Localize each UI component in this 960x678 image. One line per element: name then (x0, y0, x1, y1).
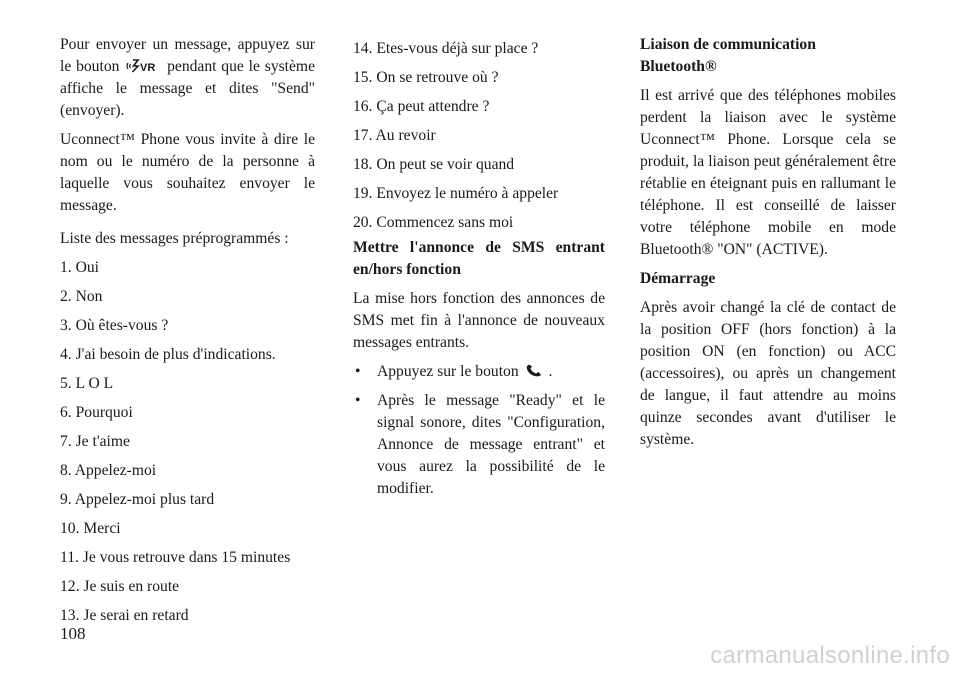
startup-paragraph: Après avoir changé la clé de contact de la position OFF (hors fonction) à la position ON (en fonction) ou ACC (accessoires), ou après un changement de langue, il faut attendre au moins quinze secondes avant d'utiliser le système. (640, 299, 896, 448)
list-item: 19. Envoyez le numéro à appeler (353, 185, 559, 202)
list-item: 5. L O L (60, 375, 114, 392)
sms-announcement-heading: Mettre l'annonce de SMS entrant en/hors fonction (353, 239, 605, 278)
list-item: 7. Je t'aime (60, 433, 130, 450)
send-message-text-start: Pour envoyer un message, appuyez sur le bouton (60, 36, 315, 75)
bullet-text-end: . (548, 363, 553, 380)
bullet-item (353, 390, 605, 500)
list-item: 15. On se retrouve où ? (353, 69, 499, 86)
bullet-symbol: • (355, 363, 361, 380)
bullet-item (353, 361, 605, 383)
bluetooth-link-heading: Liaison de communication Bluetooth® (640, 36, 816, 75)
svg-text:VR: VR (140, 62, 156, 73)
page-number: 108 (60, 624, 86, 643)
preprogrammed-messages-list-continued (353, 34, 605, 237)
list-item: 14. Etes-vous déjà sur place ? (353, 40, 539, 57)
voice-recognition-icon (126, 59, 160, 73)
send-message-paragraph (60, 34, 315, 122)
bullet-symbol: • (355, 392, 361, 409)
phone-icon (525, 364, 543, 378)
list-item: 6. Pourquoi (60, 404, 133, 421)
startup-heading: Démarrage (640, 270, 716, 287)
list-item: 13. Je serai en retard (60, 607, 189, 624)
list-item: 9. Appelez-moi plus tard (60, 491, 215, 508)
list-item: 4. J'ai besoin de plus d'indications. (60, 346, 276, 363)
list-item: 8. Appelez-moi (60, 462, 157, 479)
send-message-text-end: pendant que le système affiche le message et dites "Send" (envoyer). (60, 58, 315, 119)
sms-announcement-paragraph: La mise hors fonction des annonces de SMS met fin à l'annonce de nouveaux messages entrants. (353, 290, 605, 351)
list-item: 1. Oui (60, 259, 99, 276)
list-item: 11. Je vous retrouve dans 15 minutes (60, 549, 291, 566)
list-item: 16. Ça peut attendre ? (353, 98, 490, 115)
left-column (60, 34, 315, 630)
prompt-paragraph: Uconnect™ Phone vous invite à dire le nom ou le numéro de la personne à laquelle vous souhaitez envoyer le message. (60, 131, 315, 214)
list-item: 3. Où êtes-vous ? (60, 317, 169, 334)
list-item: 17. Au revoir (353, 127, 436, 144)
list-item: 18. On peut se voir quand (353, 156, 515, 173)
bluetooth-link-paragraph: Il est arrivé que des téléphones mobiles perdent la liaison avec le système Uconnect™ Phone. Lorsque cela se produit, la liaison peut généralement être rétablie en éteignant puis en rallumant le téléphone. Il est conseillé de laisser votre téléphone mobile en mode Bluetooth® "ON" (ACTIVE). (640, 87, 896, 258)
list-item: 20. Commencez sans moi (353, 214, 514, 231)
list-item: 10. Merci (60, 520, 121, 537)
preprogrammed-messages-list (60, 253, 315, 630)
bullet-text: Appuyez sur le bouton (377, 363, 519, 380)
middle-column (353, 34, 605, 507)
list-intro: Liste des messages préprogrammés : (60, 230, 289, 247)
watermark: carmanualsonline.info (710, 642, 950, 669)
bullet-text: Après le message "Ready" et le signal sonore, dites "Configuration, Annonce de message entrant" et vous aurez la possibilité de le modifier. (377, 392, 605, 497)
list-item: 12. Je suis en route (60, 578, 180, 595)
right-column (640, 34, 896, 451)
list-item: 2. Non (60, 288, 103, 305)
